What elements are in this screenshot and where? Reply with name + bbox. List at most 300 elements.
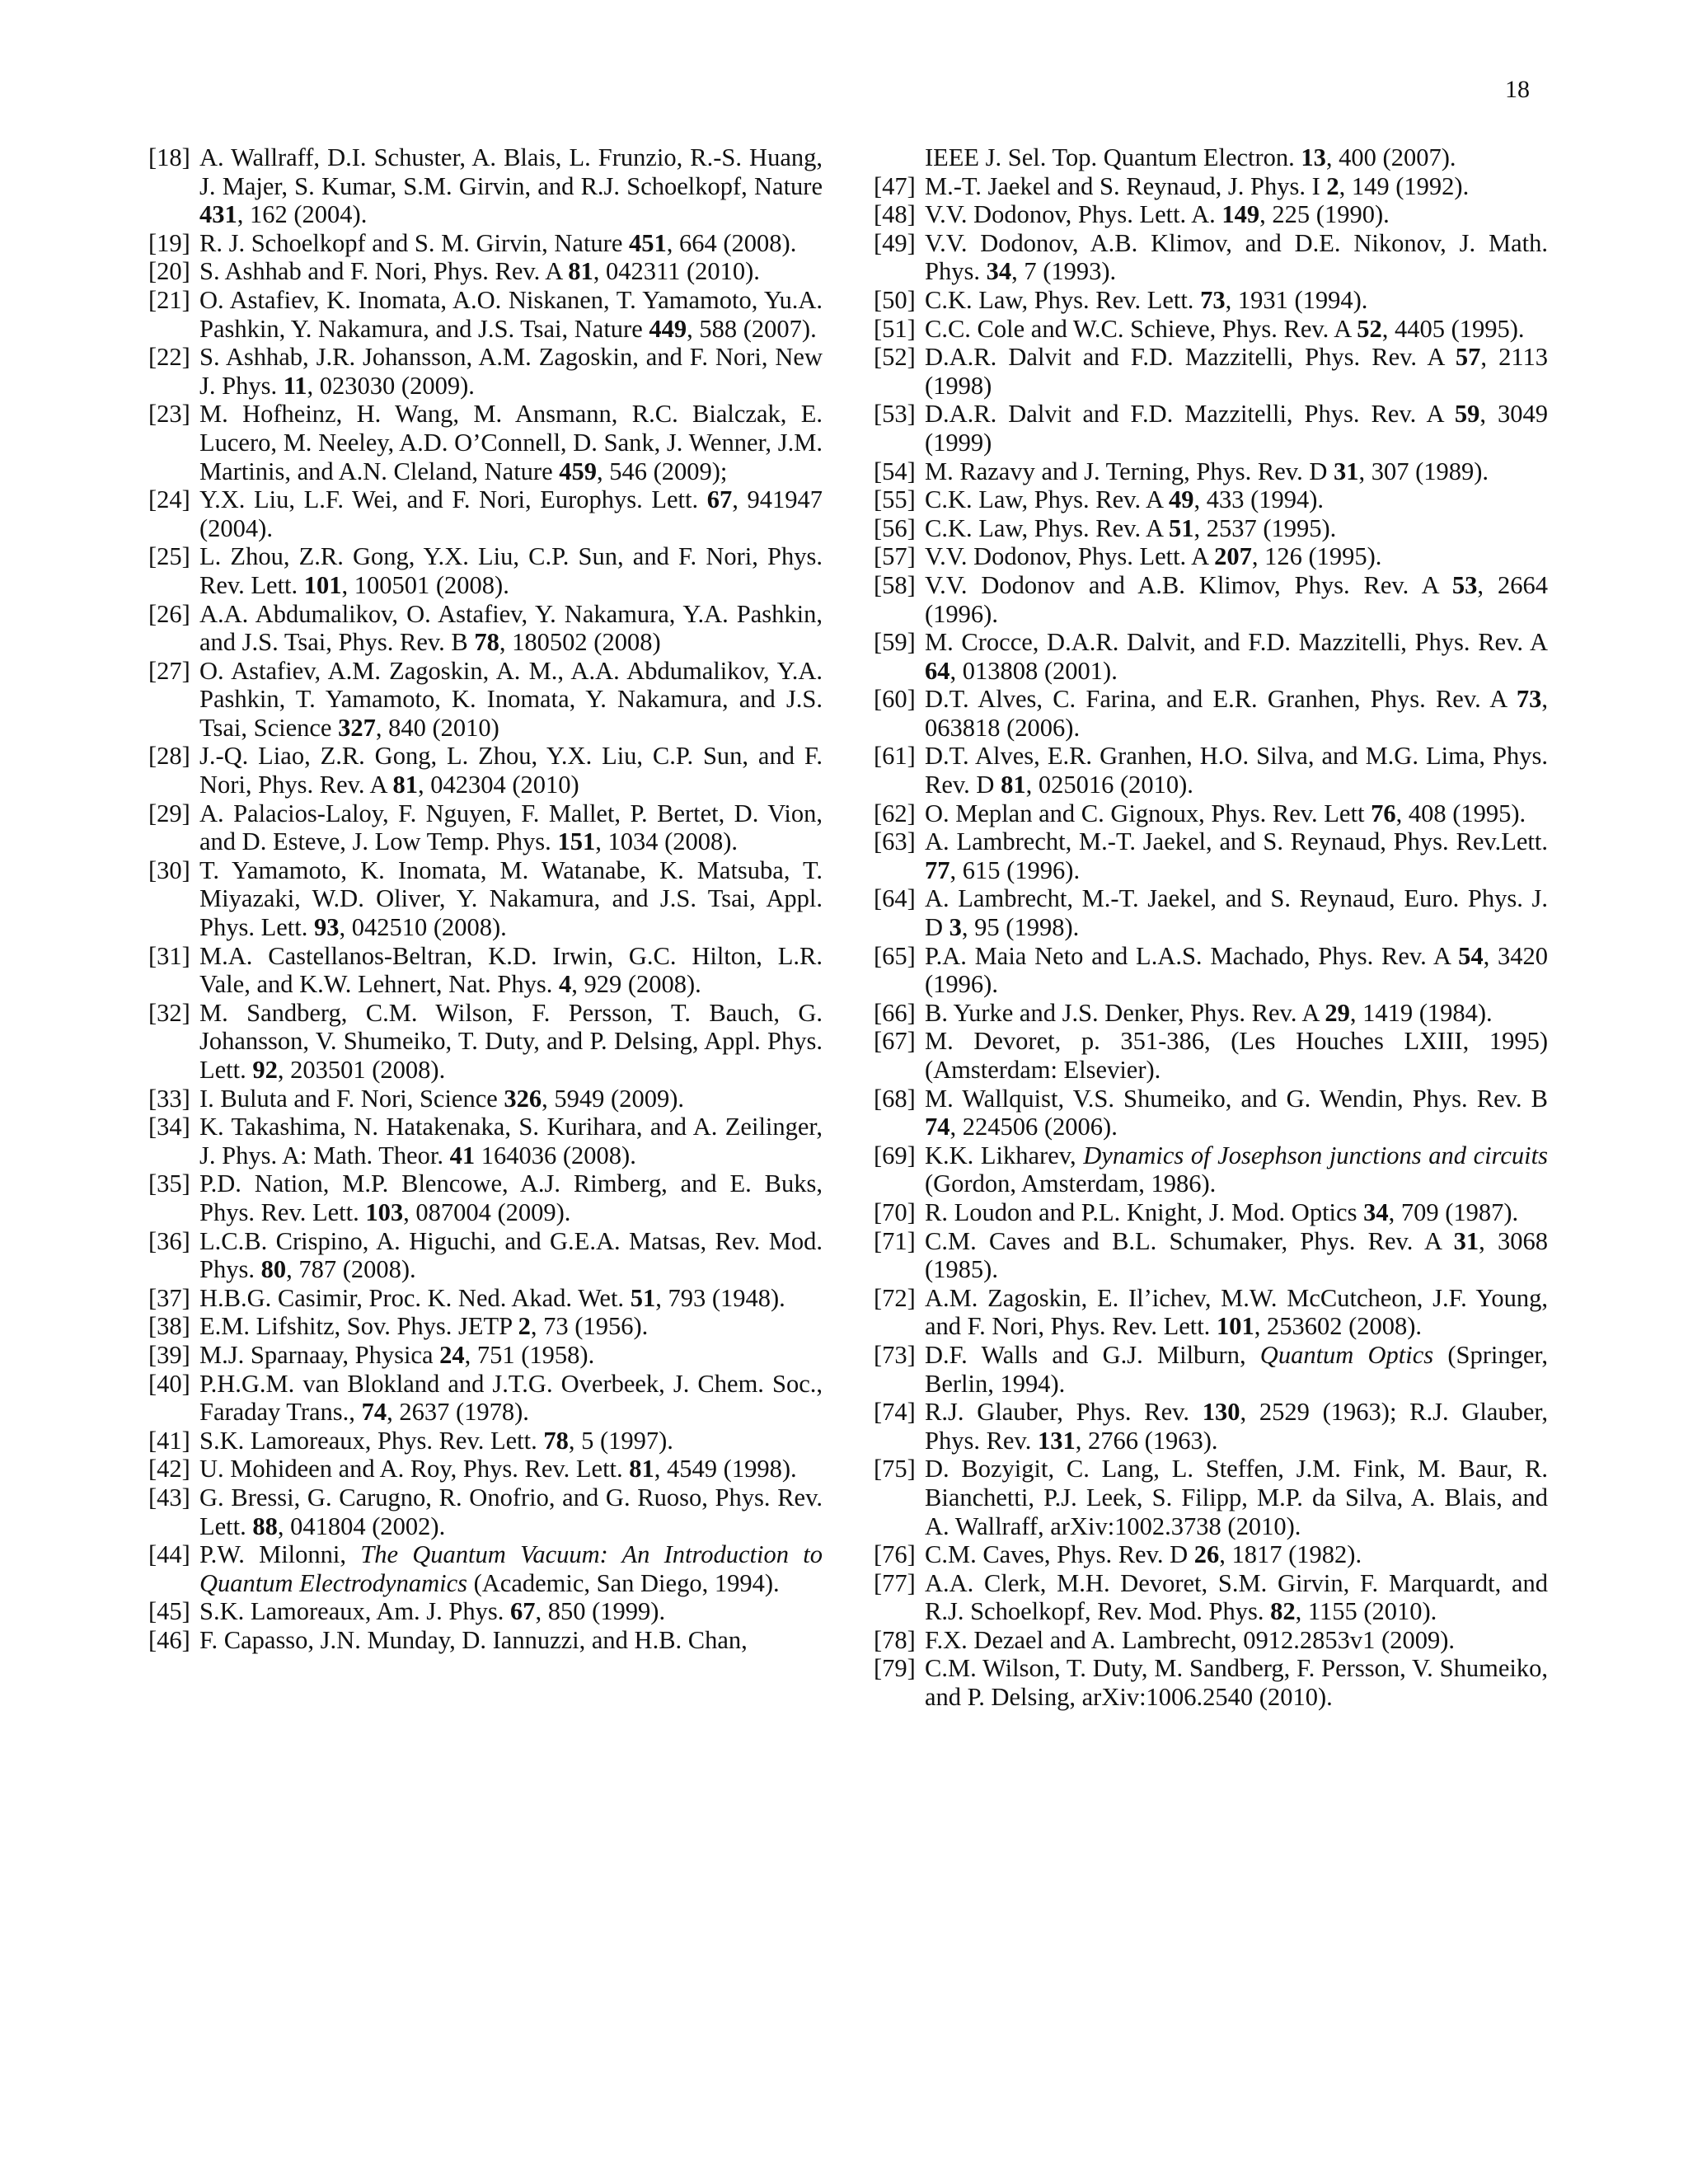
reference-number: [58]: [874, 570, 916, 599]
reference-number: [77]: [874, 1568, 916, 1597]
citation-text: , 7 (1993).: [1011, 257, 1117, 286]
citation-text: , 087004 (2009).: [403, 1197, 571, 1226]
citation-text: S. Ashhab, J.R. Johansson, A.M. Zagoskin, and F. Nori, New J. Phys.: [199, 343, 823, 400]
volume-number: 81: [392, 771, 418, 799]
volume-number: 88: [252, 1511, 278, 1540]
reference-entry: [874, 799, 1548, 828]
citation-text: S.K. Lamoreaux, Phys. Rev. Lett.: [199, 1426, 544, 1455]
citation-text: C.M. Caves and B.L. Schumaker, Phys. Rev. A: [925, 1226, 1454, 1255]
reference-text: [925, 1085, 1548, 1141]
reference-entry: [148, 856, 823, 942]
citation-text: B. Yurke and J.S. Denker, Phys. Rev. A: [925, 998, 1325, 1027]
volume-number: 3: [949, 913, 962, 942]
citation-text: E.M. Lifshitz, Sov. Phys. JETP: [199, 1312, 518, 1341]
volume-number: 131: [1037, 1426, 1076, 1455]
reference-text: [199, 229, 823, 258]
volume-number: 78: [543, 1426, 569, 1455]
reference-text: [925, 343, 1548, 400]
reference-number: [74]: [874, 1398, 916, 1427]
volume-number: 73: [1200, 285, 1226, 314]
citation-text: K.K. Likharev,: [925, 1141, 1084, 1169]
reference-text: [925, 1540, 1548, 1569]
reference-text: [925, 742, 1548, 799]
citation-text: A. Lambrecht, M.-T. Jaekel, and S. Reynaud, Phys. Rev.Lett.: [925, 827, 1548, 856]
reference-text: [199, 657, 823, 743]
citation-text: , 2113 (1998): [925, 343, 1548, 400]
reference-number: [61]: [874, 742, 916, 771]
reference-entry: [874, 286, 1548, 315]
reference-number: [55]: [874, 485, 916, 514]
reference-number: [23]: [148, 400, 190, 429]
volume-number: 26: [1193, 1540, 1220, 1569]
reference-text: [199, 1483, 823, 1540]
reference-entry: [148, 1085, 823, 1113]
citation-text: T. Yamamoto, K. Inomata, M. Watanabe, K. Matsuba, T. Miyazaki, W.D. Oliver, Y. Nakamura, and J.S. Tsai, Appl. Phys. Lett.: [199, 855, 823, 942]
citation-text: A.A. Abdumalikov, O. Astafiev, Y. Nakamura, Y.A. Pashkin, and J.S. Tsai, Phys. Rev. B: [199, 599, 823, 657]
citation-text: , 5949 (2009).: [542, 1084, 684, 1113]
reference-text: [199, 856, 823, 942]
reference-number: [72]: [874, 1283, 916, 1312]
citation-text: R. Loudon and P.L. Knight, J. Mod. Optics: [925, 1197, 1364, 1226]
reference-text: [199, 485, 823, 542]
reference-number: [31]: [148, 941, 190, 970]
citation-text: , 5 (1997).: [568, 1426, 673, 1455]
citation-text: D. Bozyigit, C. Lang, L. Steffen, J.M. Fink, M. Baur, R. Bianchetti, P.J. Leek, S. Filipp, M.P. da Silva, A. Blais, and A. Wallraff, arXiv:1002.3738 (2010).: [925, 1455, 1548, 1540]
citation-text: K. Takashima, N. Hatakenaka, S. Kurihara, and A. Zeilinger, J. Phys. A: Math. Theor.: [199, 1113, 823, 1169]
citation-text: , 1817 (1982).: [1219, 1540, 1362, 1569]
volume-number: 2: [518, 1312, 531, 1341]
reference-number: [45]: [148, 1597, 190, 1626]
reference-number: [50]: [874, 285, 916, 314]
reference-number: [67]: [874, 1027, 916, 1056]
reference-number: [44]: [148, 1540, 190, 1569]
reference-number: [48]: [874, 200, 916, 229]
citation-text: , 615 (1996).: [950, 855, 1081, 884]
reference-number: [66]: [874, 998, 916, 1027]
citation-text: Y.X. Liu, L.F. Wei, and F. Nori, Europhys. Lett.: [199, 485, 707, 514]
reference-text: [199, 799, 823, 856]
reference-entry: [148, 143, 823, 229]
volume-number: 67: [510, 1597, 536, 1626]
reference-number: [62]: [874, 799, 916, 827]
reference-number: [63]: [874, 827, 916, 856]
reference-number: [71]: [874, 1226, 916, 1255]
reference-text: [925, 200, 1548, 229]
citation-text: , 180502 (2008): [499, 628, 661, 657]
reference-number: [35]: [148, 1169, 190, 1198]
reference-entry: [874, 571, 1548, 628]
reference-entry: [874, 457, 1548, 486]
reference-number: [41]: [148, 1426, 190, 1455]
reference-text: [925, 1398, 1548, 1455]
reference-number: [42]: [148, 1455, 190, 1483]
citation-text: M.A. Castellanos-Beltran, K.D. Irwin, G.C. Hilton, L.R. Vale, and K.W. Lehnert, Nat. Phys.: [199, 941, 823, 999]
citation-text: , 225 (1990).: [1259, 200, 1390, 229]
reference-entry: [874, 1284, 1548, 1341]
volume-number: 67: [706, 485, 733, 514]
reference-number: [24]: [148, 485, 190, 514]
citation-text: , 2664 (1996).: [925, 570, 1548, 628]
citation-text: V.V. Dodonov, Phys. Lett. A: [925, 542, 1215, 571]
reference-text: [199, 1540, 823, 1597]
reference-number: [79]: [874, 1654, 916, 1683]
reference-number: [70]: [874, 1197, 916, 1226]
reference-entry: [148, 485, 823, 542]
reference-text: [925, 1341, 1548, 1398]
citation-text: , 787 (2008).: [286, 1255, 416, 1284]
citation-text: A. Lambrecht, M.-T. Jaekel, and S. Reynaud, Euro. Phys. J. D: [925, 884, 1548, 942]
reference-number: [20]: [148, 257, 190, 286]
reference-entry: [148, 1455, 823, 1483]
reference-text: [199, 1455, 823, 1483]
volume-number: 29: [1325, 998, 1350, 1027]
citation-text: R.J. Glauber, Phys. Rev.: [925, 1398, 1203, 1427]
reference-number: [75]: [874, 1455, 916, 1483]
reference-entry: [148, 343, 823, 400]
reference-text: [199, 1113, 823, 1169]
citation-text: 164036 (2008).: [475, 1141, 636, 1169]
citation-text: V.V. Dodonov, Phys. Lett. A.: [925, 200, 1222, 229]
reference-number: [47]: [874, 171, 916, 200]
citation-text: , 1931 (1994).: [1225, 285, 1368, 314]
volume-number: 34: [986, 257, 1012, 286]
reference-text: [925, 884, 1548, 941]
reference-entry: [148, 799, 823, 856]
reference-text: [925, 827, 1548, 884]
citation-text: , 2529 (1963); R.J. Glauber, Phys. Rev.: [925, 1398, 1548, 1455]
reference-number: [51]: [874, 314, 916, 343]
reference-number: [46]: [148, 1625, 190, 1654]
citation-text: R. J. Schoelkopf and S. M. Girvin, Nature: [199, 228, 629, 257]
reference-entry: [148, 1227, 823, 1284]
reference-entry: [874, 1085, 1548, 1141]
citation-text: A. Wallraff, D.I. Schuster, A. Blais, L. Frunzio, R.-S. Huang, J. Majer, S. Kumar, S.M. Girvin, and R.J. Schoelkopf, Nature: [199, 143, 823, 200]
reference-entry: [874, 514, 1548, 543]
citation-text: , 100501 (2008).: [341, 570, 509, 599]
reference-entry: [874, 827, 1548, 884]
reference-number: [57]: [874, 542, 916, 571]
citation-text: C.M. Wilson, T. Duty, M. Sandberg, F. Persson, V. Shumeiko, and P. Delsing, arXiv:1006.2540 (2010).: [925, 1654, 1548, 1712]
volume-number: 74: [925, 1113, 950, 1141]
reference-text: [925, 685, 1548, 742]
citation-text: , 041804 (2002).: [277, 1511, 446, 1540]
reference-text: [199, 1370, 823, 1427]
reference-text: [925, 1626, 1548, 1655]
volume-number: 41: [449, 1141, 476, 1169]
volume-number: 130: [1202, 1398, 1240, 1427]
reference-number: [29]: [148, 799, 190, 827]
reference-entry: [148, 1483, 823, 1540]
citation-text: , 840 (2010): [375, 713, 499, 742]
volume-number: 4: [558, 970, 572, 999]
reference-entry: [148, 1626, 823, 1655]
citation-text: , 709 (1987).: [1388, 1197, 1519, 1226]
citation-text: , 433 (1994).: [1193, 485, 1325, 514]
reference-text: [925, 485, 1548, 514]
reference-number: [56]: [874, 513, 916, 542]
reference-entry: [148, 542, 823, 599]
volume-number: 73: [1516, 685, 1542, 714]
citation-text: C.M. Caves, Phys. Rev. D: [925, 1540, 1194, 1569]
volume-number: 57: [1455, 343, 1481, 372]
citation-text: , 664 (2008).: [666, 228, 797, 257]
citation-text: V.V. Dodonov and A.B. Klimov, Phys. Rev. A: [925, 570, 1452, 599]
citation-text: , 4405 (1995).: [1381, 314, 1525, 343]
citation-text: M.J. Sparnaay, Physica: [199, 1340, 440, 1369]
reference-number: [18]: [148, 143, 190, 171]
reference-number: [54]: [874, 457, 916, 485]
volume-number: 76: [1371, 799, 1396, 827]
reference-text: [199, 143, 823, 229]
citation-text: P.D. Nation, M.P. Blencowe, A.J. Rimberg, and E. Buks, Phys. Rev. Lett.: [199, 1169, 823, 1226]
reference-entry: [148, 999, 823, 1085]
reference-text: [925, 457, 1548, 486]
reference-text: [199, 400, 823, 485]
reference-text: [199, 942, 823, 999]
reference-entry: [874, 143, 1548, 172]
citation-text: , 941947 (2004).: [199, 485, 823, 542]
citation-text: , 3420 (1996).: [925, 941, 1548, 999]
reference-entry: [148, 1427, 823, 1455]
reference-number: [65]: [874, 941, 916, 970]
reference-number: [19]: [148, 228, 190, 257]
citation-text: D.T. Alves, E.R. Granhen, H.O. Silva, and M.G. Lima, Phys. Rev. D: [925, 742, 1548, 799]
volume-number: 31: [1333, 457, 1359, 485]
reference-text: [925, 571, 1548, 628]
citation-text: (Springer, Berlin, 1994).: [925, 1340, 1548, 1398]
citation-text: J.-Q. Liao, Z.R. Gong, L. Zhou, Y.X. Liu, C.P. Sun, and F. Nori, Phys. Rev. A: [199, 742, 823, 799]
reference-number: [76]: [874, 1540, 916, 1569]
reference-text: [925, 1227, 1548, 1284]
reference-number: [40]: [148, 1369, 190, 1398]
citation-text: D.A.R. Dalvit and F.D. Mazzitelli, Phys. Rev. A: [925, 400, 1455, 429]
reference-text: [199, 999, 823, 1085]
volume-number: 81: [629, 1455, 654, 1483]
reference-number: [26]: [148, 599, 190, 628]
citation-text: O. Astafiev, A.M. Zagoskin, A. M., A.A. Abdumalikov, Y.A. Pashkin, T. Yamamoto, K. Inomata, Y. Nakamura, and J.S. Tsai, Science: [199, 656, 823, 742]
reference-entry: [874, 343, 1548, 400]
volume-number: 101: [1216, 1312, 1254, 1341]
reference-text: [199, 1169, 823, 1226]
reference-text: [925, 942, 1548, 999]
reference-text: [199, 1085, 823, 1113]
citation-text: (Academic, San Diego, 1994).: [467, 1568, 780, 1597]
volume-number: 31: [1453, 1226, 1479, 1255]
citation-text: , 546 (2009);: [596, 457, 728, 485]
citation-text: , 126 (1995).: [1251, 542, 1382, 571]
citation-text: IEEE J. Sel. Top. Quantum Electron.: [925, 143, 1301, 171]
citation-text: V.V. Dodonov, A.B. Klimov, and D.E. Nikonov, J. Math. Phys.: [925, 228, 1548, 286]
citation-text: , 929 (2008).: [571, 970, 701, 999]
citation-text: I. Buluta and F. Nori, Science: [199, 1084, 504, 1113]
volume-number: 49: [1168, 485, 1194, 514]
reference-entry: [148, 400, 823, 485]
reference-text: [199, 257, 823, 286]
citation-text: , 042304 (2010): [417, 771, 579, 799]
reference-text: [925, 799, 1548, 828]
citation-text: D.T. Alves, C. Farina, and E.R. Granhen, Phys. Rev. A: [925, 685, 1517, 714]
reference-text: [925, 628, 1548, 685]
citation-text: A. Palacios-Laloy, F. Nguyen, F. Mallet, P. Bertet, D. Vion, and D. Esteve, J. Low Temp. Phys.: [199, 799, 823, 856]
reference-entry: [874, 884, 1548, 941]
reference-entry: [874, 400, 1548, 457]
reference-number: [49]: [874, 228, 916, 257]
reference-text: [199, 1427, 823, 1455]
volume-number: 327: [338, 713, 376, 742]
reference-text: [925, 1141, 1548, 1198]
reference-number: [60]: [874, 685, 916, 714]
citation-text: P.W. Milonni,: [199, 1540, 361, 1569]
reference-entry: [148, 1169, 823, 1226]
reference-text: [199, 742, 823, 799]
citation-text: , 1034 (2008).: [595, 827, 738, 856]
volume-number: 2: [1326, 171, 1339, 200]
citation-text: , 149 (1992).: [1339, 171, 1470, 200]
reference-number: [34]: [148, 1113, 190, 1141]
reference-entry: [874, 1654, 1548, 1711]
reference-text: [199, 343, 823, 400]
citation-text: , 751 (1958).: [464, 1340, 595, 1369]
reference-entry: [148, 1597, 823, 1626]
reference-entry: [148, 1370, 823, 1427]
citation-text: , 3049 (1999): [925, 400, 1549, 457]
citation-text: , 95 (1998).: [961, 913, 1080, 942]
citation-text: , 588 (2007).: [687, 314, 817, 343]
reference-entry: [874, 685, 1548, 742]
citation-text: , 408 (1995).: [1395, 799, 1526, 827]
citation-text: , 793 (1948).: [655, 1283, 785, 1312]
reference-number: [59]: [874, 628, 916, 657]
volume-number: 51: [630, 1283, 656, 1312]
reference-number: [22]: [148, 343, 190, 372]
citation-text: , 2537 (1995).: [1193, 513, 1337, 542]
citation-text: U. Mohideen and A. Roy, Phys. Rev. Lett.: [199, 1455, 630, 1483]
reference-number: [32]: [148, 998, 190, 1027]
citation-text: , 4549 (1998).: [654, 1455, 797, 1483]
citation-text: , 3068 (1985).: [925, 1226, 1549, 1284]
volume-number: 54: [1458, 941, 1484, 970]
citation-text: , 042510 (2008).: [339, 913, 507, 942]
reference-text: [925, 143, 1548, 172]
volume-number: 207: [1214, 542, 1252, 571]
reference-text: [925, 1027, 1548, 1084]
reference-text: [925, 172, 1548, 201]
citation-text: , 025016 (2010).: [1025, 771, 1193, 799]
citation-text: , 042311 (2010).: [593, 257, 760, 286]
reference-entry: [148, 1113, 823, 1169]
volume-number: 101: [303, 570, 342, 599]
volume-number: 151: [557, 827, 596, 856]
volume-number: 92: [252, 1056, 278, 1084]
reference-text: [199, 1227, 823, 1284]
volume-number: 52: [1357, 314, 1382, 343]
volume-number: 93: [313, 913, 340, 942]
reference-number: [69]: [874, 1141, 916, 1169]
reference-number: [21]: [148, 285, 190, 314]
reference-number: [37]: [148, 1283, 190, 1312]
reference-text: [925, 315, 1548, 344]
reference-entry: [148, 942, 823, 999]
reference-text: [925, 542, 1548, 571]
volume-number: 51: [1168, 513, 1194, 542]
volume-number: 459: [559, 457, 597, 485]
reference-number: [39]: [148, 1340, 190, 1369]
citation-text: M. Wallquist, V.S. Shumeiko, and G. Wendin, Phys. Rev. B: [925, 1084, 1548, 1113]
reference-entry: [874, 1227, 1548, 1284]
volume-number: 81: [568, 257, 593, 286]
reference-entry: [874, 1455, 1548, 1540]
reference-entry: [148, 657, 823, 743]
volume-number: 59: [1454, 400, 1480, 429]
citation-text: A.A. Clerk, M.H. Devoret, S.M. Girvin, F. Marquardt, and R.J. Schoelkopf, Rev. Mod. Phys.: [925, 1568, 1548, 1626]
reference-number: [25]: [148, 542, 190, 571]
reference-text: [199, 600, 823, 657]
reference-number: [28]: [148, 742, 190, 771]
citation-text: D.A.R. Dalvit and F.D. Mazzitelli, Phys. Rev. A: [925, 343, 1456, 372]
citation-text: , 73 (1956).: [530, 1312, 649, 1341]
citation-text: L. Zhou, Z.R. Gong, Y.X. Liu, C.P. Sun, and F. Nori, Phys. Rev. Lett.: [199, 542, 823, 599]
reference-number: [38]: [148, 1312, 190, 1341]
volume-number: 53: [1451, 570, 1478, 599]
citation-text: , 850 (1999).: [535, 1597, 666, 1626]
citation-text: , 162 (2004).: [237, 200, 368, 229]
reference-entry: [874, 1198, 1548, 1227]
volume-number: 82: [1270, 1597, 1296, 1626]
reference-entry: [874, 172, 1548, 201]
reference-entry: [874, 1398, 1548, 1455]
citation-text: , 013808 (2001).: [950, 656, 1118, 685]
reference-entry: [874, 942, 1548, 999]
reference-entry: [874, 999, 1548, 1028]
citation-text: , 1419 (1984).: [1349, 998, 1493, 1027]
reference-number: [33]: [148, 1084, 190, 1113]
citation-text: , 253602 (2008).: [1254, 1312, 1423, 1341]
citation-text: C.K. Law, Phys. Rev. A: [925, 485, 1169, 514]
reference-entry: [148, 600, 823, 657]
citation-text: C.K. Law, Phys. Rev. Lett.: [925, 285, 1201, 314]
citation-text: S. Ashhab and F. Nori, Phys. Rev. A: [199, 257, 569, 286]
reference-entry: [148, 1540, 823, 1597]
volume-number: 103: [365, 1197, 404, 1226]
reference-entry: [874, 1341, 1548, 1398]
reference-number: [68]: [874, 1084, 916, 1113]
book-title: Dynamics of Josephson junctions and circuits: [1083, 1141, 1548, 1169]
references-right-column: [874, 143, 1548, 1712]
reference-number: [52]: [874, 343, 916, 372]
book-title: Quantum Optics: [1259, 1340, 1434, 1369]
citation-text: , 224506 (2006).: [950, 1113, 1118, 1141]
citation-text: P.A. Maia Neto and L.A.S. Machado, Phys. Rev. A: [925, 941, 1459, 970]
volume-number: 13: [1301, 143, 1326, 171]
reference-entry: [148, 257, 823, 286]
citation-text: L.C.B. Crispino, A. Higuchi, and G.E.A. Matsas, Rev. Mod. Phys.: [199, 1226, 823, 1284]
reference-number: [30]: [148, 855, 190, 884]
reference-entry: [874, 628, 1548, 685]
reference-entry: [148, 1312, 823, 1341]
reference-entry: [874, 542, 1548, 571]
reference-number: [53]: [874, 400, 916, 429]
citation-text: , 023030 (2009).: [307, 371, 475, 400]
volume-number: 34: [1363, 1197, 1389, 1226]
volume-number: 77: [925, 855, 950, 884]
citation-text: , 203501 (2008).: [277, 1056, 446, 1084]
citation-text: F.X. Dezael and A. Lambrecht, 0912.2853v1 (2009).: [925, 1625, 1455, 1654]
volume-number: 80: [260, 1255, 287, 1284]
reference-text: [199, 1284, 823, 1313]
reference-text: [925, 229, 1548, 286]
reference-text: [199, 1341, 823, 1370]
reference-number: [27]: [148, 656, 190, 685]
